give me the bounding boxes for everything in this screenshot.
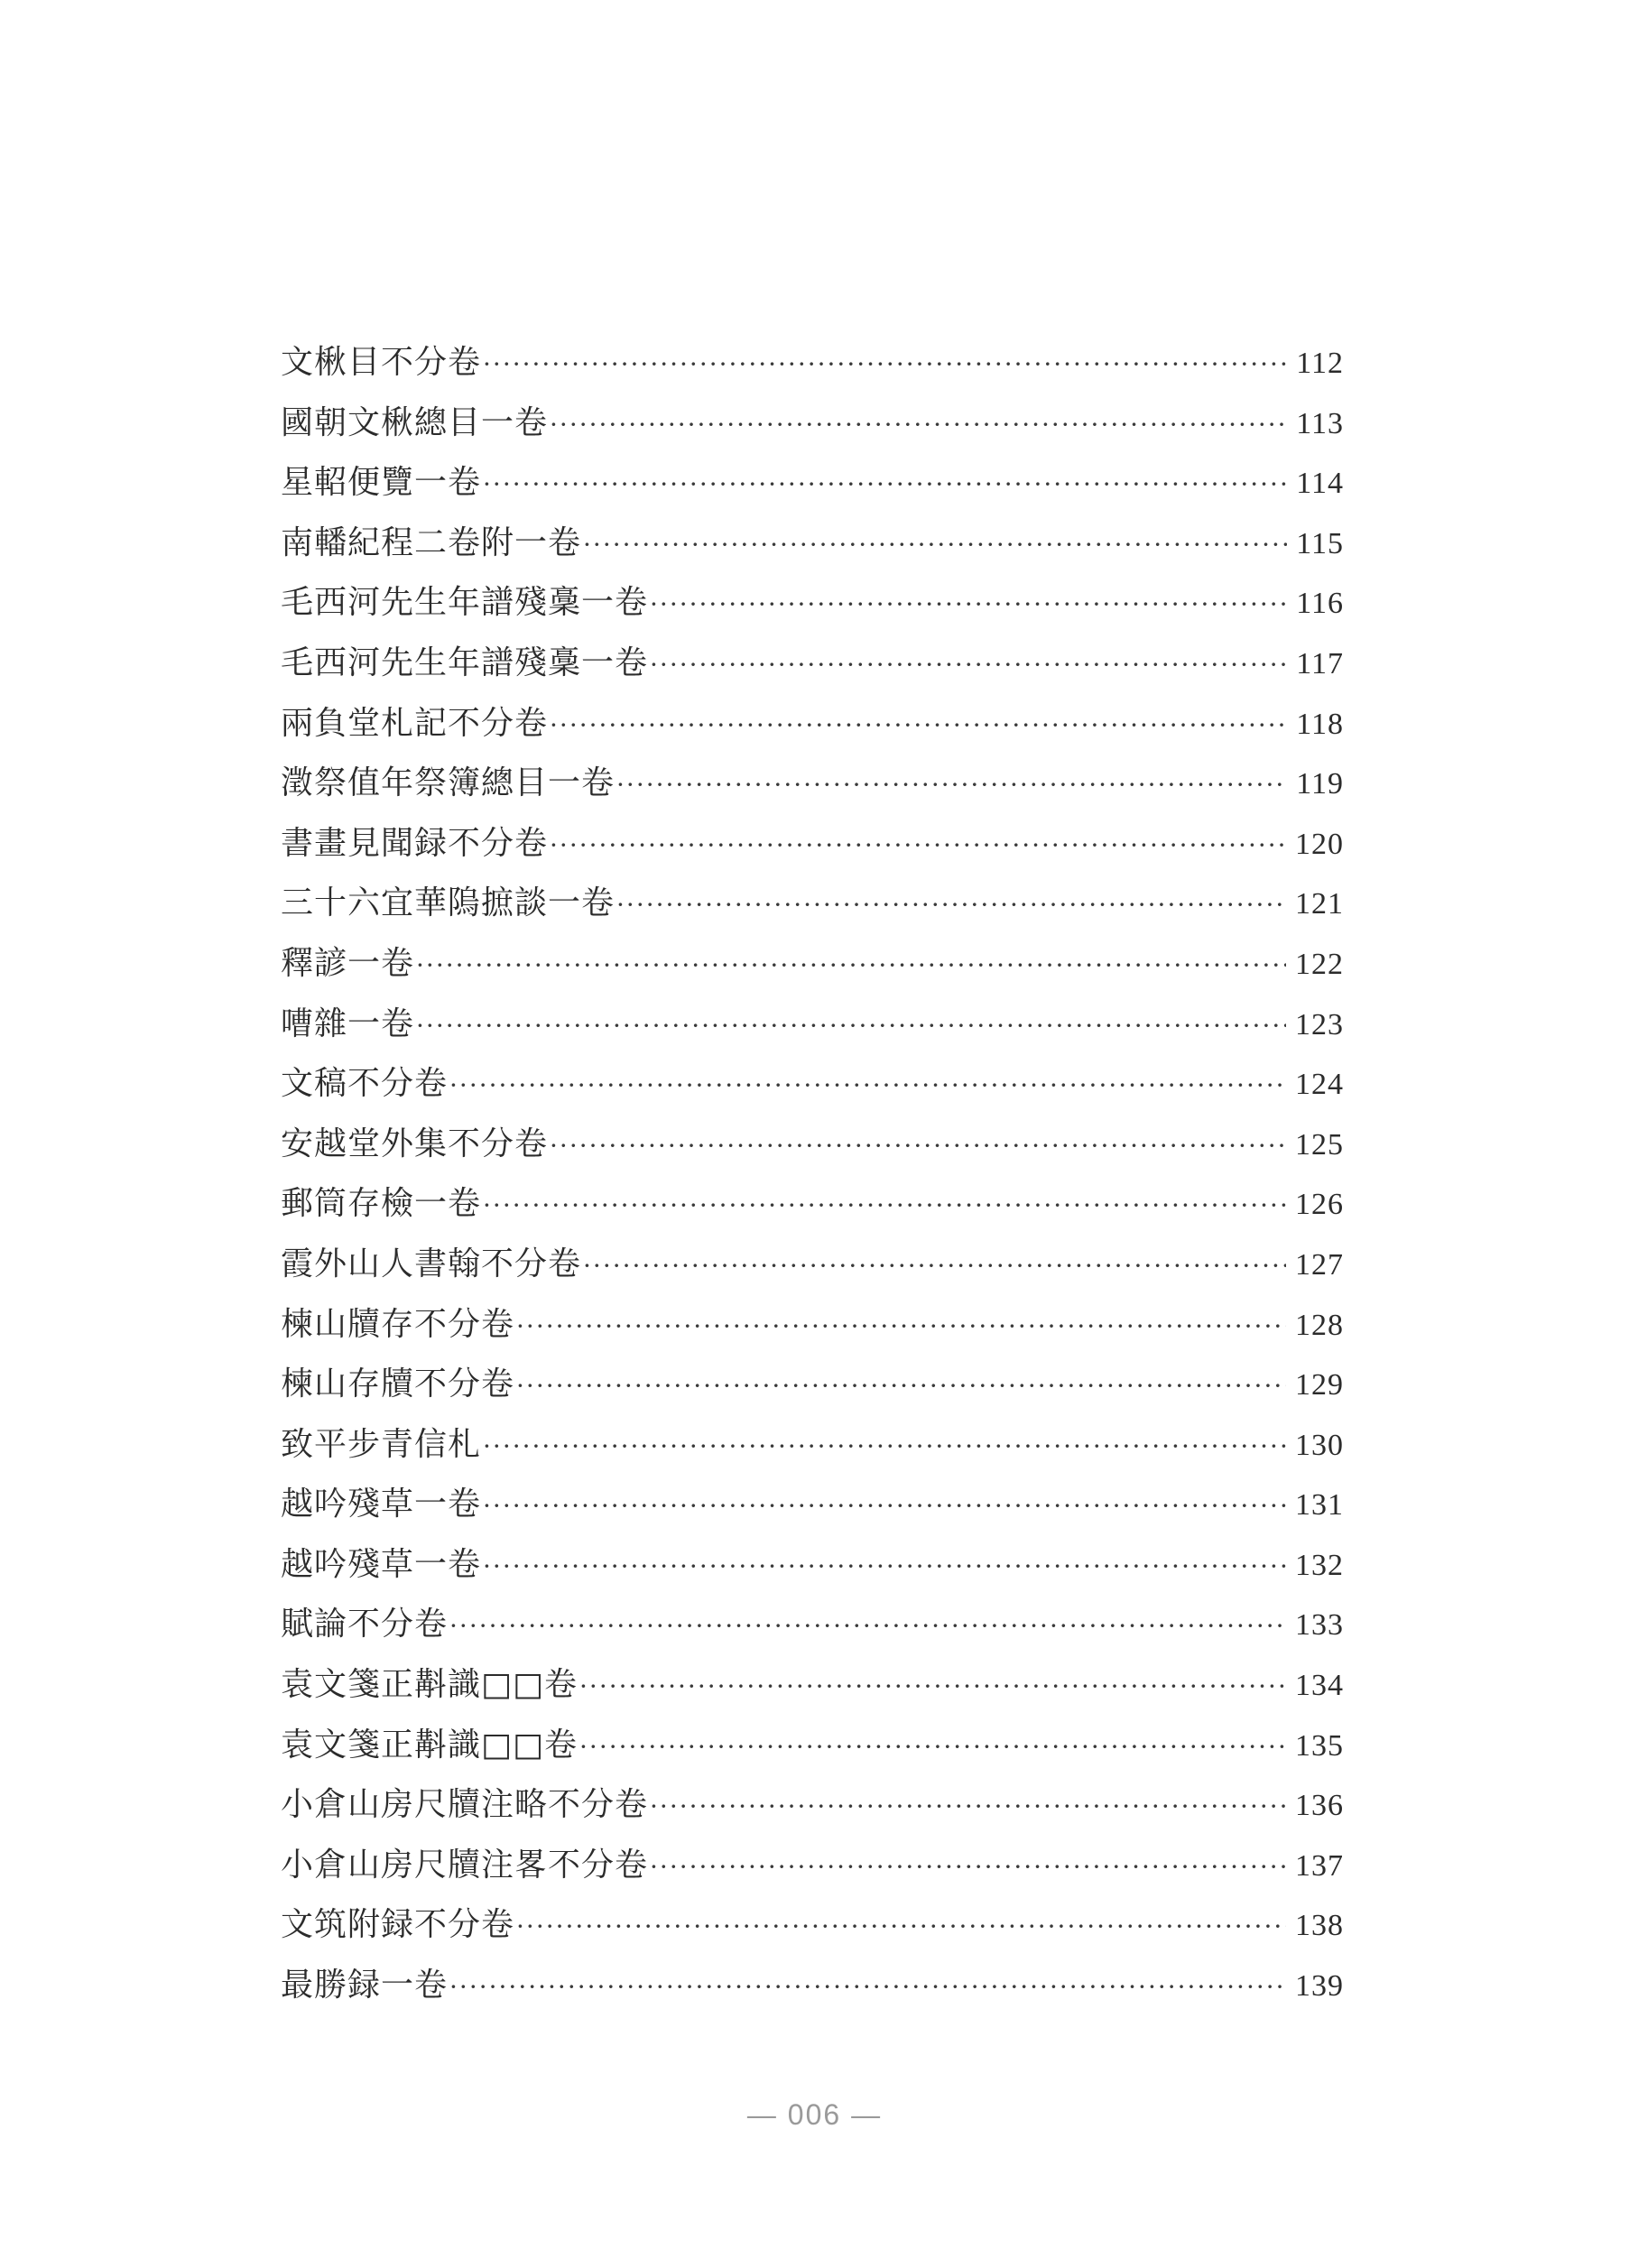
toc-entry-title: 安越堂外集不分卷 — [281, 1125, 549, 1162]
toc-entry-page: 138 — [1295, 1909, 1344, 1943]
toc-entry-page: 122 — [1295, 947, 1344, 981]
dot-leader — [483, 1176, 1286, 1236]
toc-entry-title: 小倉山房尺牘注畧不分卷 — [281, 1846, 649, 1884]
toc-entry[interactable] — [281, 874, 1344, 934]
dot-leader — [579, 1657, 1286, 1717]
dot-leader — [583, 1236, 1286, 1297]
dot-leader — [550, 395, 1287, 456]
toc-entry-title: 文稿不分卷 — [281, 1065, 449, 1103]
toc-entry-page: 120 — [1295, 827, 1344, 861]
dot-leader — [550, 816, 1286, 876]
page-number: — 006 — — [746, 2098, 883, 2131]
toc-entry-page: 134 — [1295, 1669, 1344, 1703]
toc-entry-title: 書畫見聞録不分卷 — [281, 824, 549, 862]
toc-entry-title: 三十六宜華隖摭談一卷 — [281, 884, 616, 922]
toc-entry-title: 小倉山房尺牘注略不分卷 — [281, 1786, 649, 1824]
toc-entry[interactable] — [281, 1115, 1344, 1175]
toc-entry-title: 兩負堂札記不分卷 — [281, 704, 549, 742]
toc-entry-title: 澂祭值年祭簿總目一卷 — [281, 764, 616, 802]
toc-entry-page: 129 — [1295, 1368, 1344, 1402]
dot-leader — [516, 1356, 1286, 1417]
toc-entry-page: 133 — [1295, 1608, 1344, 1643]
dot-leader — [483, 455, 1287, 515]
toc-entry[interactable] — [281, 1956, 1344, 2016]
toc-entry-page: 119 — [1296, 767, 1344, 801]
dot-leader — [449, 1056, 1286, 1116]
toc-entry-title: 越吟殘草一卷 — [281, 1545, 482, 1583]
dot-leader — [416, 996, 1286, 1057]
toc-entry[interactable] — [281, 1775, 1344, 1836]
toc-entry[interactable] — [281, 995, 1344, 1055]
toc-entry[interactable] — [281, 1595, 1344, 1655]
toc-entry-page: 113 — [1296, 406, 1344, 440]
toc-entry-title: 國朝文楸總目一卷 — [281, 403, 549, 441]
toc-entry-title: 楝山牘存不分卷 — [281, 1305, 515, 1343]
toc-entry[interactable] — [281, 1475, 1344, 1535]
toc-entry-page: 127 — [1295, 1247, 1344, 1282]
toc-entry[interactable] — [281, 393, 1344, 454]
dot-leader — [516, 1297, 1286, 1357]
toc-entry[interactable] — [281, 333, 1344, 393]
toc-entry[interactable] — [281, 1235, 1344, 1295]
dot-leader — [616, 755, 1287, 816]
toc-entry-page: 130 — [1295, 1428, 1344, 1462]
toc-entry-page: 131 — [1295, 1488, 1344, 1523]
toc-entry-page: 126 — [1295, 1188, 1344, 1222]
table-of-contents — [281, 333, 1344, 2016]
dot-leader — [616, 875, 1286, 936]
toc-entry-title: 霞外山人書翰不分卷 — [281, 1245, 582, 1282]
dot-leader — [550, 696, 1287, 756]
toc-entry-title: 越吟殘草一卷 — [281, 1486, 482, 1523]
dot-leader — [579, 1717, 1286, 1778]
dot-leader — [449, 1958, 1286, 2018]
toc-entry-page: 135 — [1295, 1728, 1344, 1763]
dot-leader — [650, 1777, 1286, 1838]
toc-entry-page: 123 — [1295, 1007, 1344, 1041]
toc-entry-title: 星軺便覽一卷 — [281, 464, 482, 502]
dot-leader — [483, 1417, 1286, 1477]
toc-entry[interactable] — [281, 1535, 1344, 1596]
toc-entry[interactable] — [281, 1655, 1344, 1716]
dot-leader — [449, 1597, 1286, 1657]
dot-leader — [650, 1838, 1286, 1898]
toc-entry[interactable] — [281, 1054, 1344, 1115]
toc-entry-page: 117 — [1296, 646, 1344, 680]
toc-entry-title: 文楸目不分卷 — [281, 344, 482, 381]
toc-entry-page: 124 — [1295, 1068, 1344, 1102]
dot-leader — [483, 1477, 1286, 1537]
toc-entry-title: 嘈雜一卷 — [281, 1004, 415, 1042]
dot-leader — [416, 936, 1286, 996]
toc-entry-title: 楝山存牘不分卷 — [281, 1365, 515, 1403]
toc-entry[interactable] — [281, 1836, 1344, 1896]
toc-entry-page: 118 — [1296, 707, 1344, 741]
toc-entry-page: 125 — [1295, 1127, 1344, 1162]
toc-entry[interactable] — [281, 934, 1344, 995]
toc-entry-title: 致平步青信札 — [281, 1425, 482, 1463]
toc-entry-page: 132 — [1295, 1548, 1344, 1582]
toc-entry-page: 116 — [1296, 587, 1344, 621]
toc-entry-page: 137 — [1295, 1848, 1344, 1883]
toc-entry-title: 袁文箋正斠識□□卷 — [281, 1726, 578, 1763]
toc-entry-page: 115 — [1296, 526, 1344, 560]
toc-entry[interactable] — [281, 1174, 1344, 1235]
toc-entry-title: 南轓紀程二卷附一卷 — [281, 523, 582, 561]
toc-entry-title: 文筑附録不分卷 — [281, 1906, 515, 1944]
toc-entry-title: 郵筒存檢一卷 — [281, 1185, 482, 1223]
dot-leader — [516, 1897, 1286, 1958]
toc-entry-title: 毛西河先生年譜殘稾一卷 — [281, 584, 649, 622]
toc-entry-title: 最勝録一卷 — [281, 1967, 449, 2004]
toc-entry-page: 114 — [1296, 467, 1344, 501]
toc-entry[interactable] — [281, 754, 1344, 814]
toc-entry-page: 136 — [1295, 1789, 1344, 1823]
toc-entry[interactable] — [281, 1415, 1344, 1476]
dot-leader — [650, 575, 1287, 635]
toc-entry-title: 毛西河先生年譜殘稾一卷 — [281, 643, 649, 681]
toc-entry[interactable] — [281, 453, 1344, 514]
toc-entry[interactable] — [281, 634, 1344, 694]
toc-entry[interactable] — [281, 514, 1344, 574]
toc-entry-title: 袁文箋正斠識□□卷 — [281, 1666, 578, 1704]
toc-entry-page: 112 — [1296, 347, 1344, 380]
toc-entry[interactable] — [281, 573, 1344, 634]
toc-entry-page: 128 — [1295, 1308, 1344, 1342]
toc-entry[interactable] — [281, 1895, 1344, 1956]
toc-entry-page: 139 — [1295, 1969, 1344, 2004]
dot-leader — [483, 1537, 1286, 1597]
dot-leader — [650, 635, 1287, 696]
dot-leader — [583, 515, 1287, 576]
toc-entry[interactable] — [281, 1295, 1344, 1356]
toc-entry[interactable] — [281, 694, 1344, 754]
toc-entry-title: 釋諺一卷 — [281, 944, 415, 982]
dot-leader — [550, 1116, 1286, 1177]
toc-entry-page: 121 — [1295, 887, 1344, 921]
toc-entry[interactable] — [281, 814, 1344, 875]
dot-leader — [483, 335, 1287, 395]
toc-entry-title: 賦論不分卷 — [281, 1606, 449, 1643]
toc-entry[interactable] — [281, 1355, 1344, 1415]
toc-entry[interactable] — [281, 1716, 1344, 1776]
